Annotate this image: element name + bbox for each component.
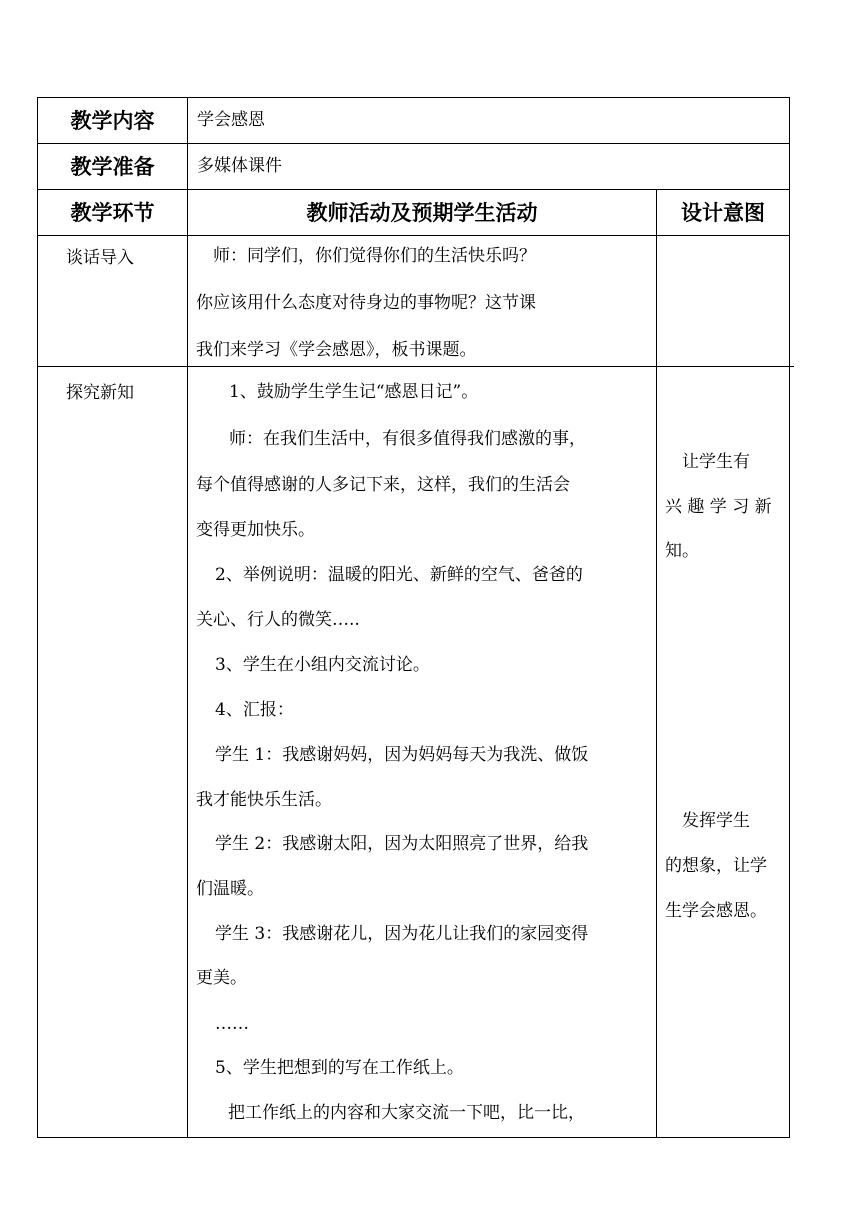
prep-value: 多媒体课件 [197,156,282,176]
explore-line: …… [215,1014,249,1034]
explore-line: 更美。 [196,968,247,988]
intent-line: 让学生有 [665,452,750,472]
col-divider-2 [656,189,657,1138]
explore-line: 3、学生在小组内交流讨论。 [215,655,430,675]
intro-line: 师：同学们，你们觉得你们的生活快乐吗？ [196,246,536,266]
explore-line: 1、鼓励学生学生记“感恩日记”。 [212,382,479,402]
intent-line: 知。 [665,541,699,561]
intent-line: 兴 趣 学 习 新 [665,497,772,517]
explore-line: 师：在我们生活中，有很多值得我们感激的事， [212,429,586,449]
explore-line: 每个值得感谢的人多记下来，这样，我们的生活会 [196,475,570,495]
table-top-border [37,97,790,98]
table-right-border [789,97,790,1138]
intro-label: 谈话导入 [66,248,134,268]
intro-line: 你应该用什么态度对待身边的事物呢？这节课 [196,293,536,313]
intent-line: 生学会感恩。 [665,901,767,921]
explore-line: 关心、行人的微笑….. [196,610,360,630]
row-divider-1 [37,143,790,144]
explore-line: 学生 2：我感谢太阳，因为太阳照亮了世界，给我 [215,834,589,854]
prep-label: 教学准备 [70,154,155,179]
header-col2: 教师活动及预期学生活动 [306,200,538,225]
row-divider-2 [37,189,790,190]
row-divider-3 [37,235,790,236]
content-value: 学会感恩 [197,110,265,130]
explore-label: 探究新知 [66,383,134,403]
explore-line: 我才能快乐生活。 [196,790,332,810]
col-divider-1 [187,97,188,1138]
header-col3: 设计意图 [681,200,765,225]
explore-line: 学生 3：我感谢花儿，因为花儿让我们的家园变得 [215,924,589,944]
explore-line: 2、举例说明：温暖的阳光、新鲜的空气、爸爸的 [215,565,583,585]
intent-line: 发挥学生 [665,811,750,831]
explore-line: 把工作纸上的内容和大家交流一下吧，比一比， [228,1103,585,1123]
content-label: 教学内容 [70,108,155,133]
intro-line: 我们来学习《学会感恩》，板书课题。 [196,340,477,360]
explore-line: 变得更加快乐。 [196,520,315,540]
table-left-border [37,97,38,1138]
explore-line: 们温暖。 [196,879,264,899]
explore-line: 学生 1：我感谢妈妈，因为妈妈每天为我洗、做饭 [215,745,589,765]
header-col1: 教学环节 [70,200,155,225]
table-bottom-border [37,1137,790,1138]
explore-line: 5、学生把想到的写在工作纸上。 [215,1058,464,1078]
row-divider-4 [37,366,794,367]
intent-line: 的想象，让学 [665,856,767,876]
explore-line: 4、汇报： [215,700,294,720]
